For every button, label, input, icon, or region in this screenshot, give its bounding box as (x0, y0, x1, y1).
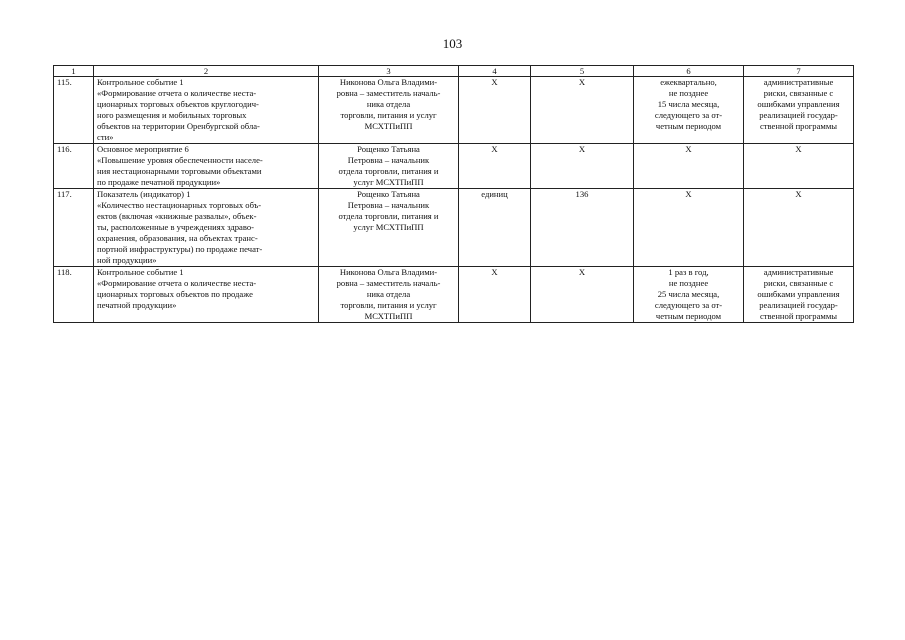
event-name-line: ного размещения и мобильных торговых (97, 110, 247, 120)
event-name-cell (94, 267, 319, 323)
period-line: 25 числа месяца, (657, 289, 720, 299)
column-number-row (54, 66, 854, 77)
responsible-cell (319, 144, 459, 189)
responsible-line: торговли, питания и услуг (340, 110, 437, 120)
row-number: 115. (54, 77, 94, 144)
period-line: следующего за от- (654, 110, 723, 120)
period-cell (634, 189, 744, 267)
event-name-cell (94, 144, 319, 189)
risks-cell (744, 189, 854, 267)
risks-cell (744, 267, 854, 323)
event-name-line: сти» (97, 132, 114, 142)
event-name-line: Показатель (индикатор) 1 (97, 189, 191, 199)
event-name-line: «Количество нестационарных торговых объ- (97, 200, 262, 210)
table-row (54, 189, 854, 267)
event-name-line: охранения, образования, на объектах транс- (97, 233, 258, 243)
period-line: не позднее (668, 278, 709, 288)
responsible-line: ровна – заместитель началь- (336, 278, 441, 288)
period-line: Х (685, 144, 692, 154)
responsible-line: Никонова Ольга Владими- (339, 77, 438, 87)
period-cell (634, 77, 744, 144)
event-name-line: ной продукции» (97, 255, 157, 265)
risks-line: реализацией государ- (759, 110, 838, 120)
event-name-cell (94, 189, 319, 267)
period-cell (634, 144, 744, 189)
row-number: 118. (54, 267, 94, 323)
column-header: 4 (459, 66, 531, 77)
risks-line: ошибками управления (757, 289, 840, 299)
responsible-line: Петровна – начальник (347, 200, 430, 210)
table-row (54, 267, 854, 323)
page-number: 103 (442, 36, 463, 51)
unit-cell: единиц (459, 189, 531, 267)
responsible-line: отдела торговли, питания и (338, 211, 439, 221)
risks-cell (744, 77, 854, 144)
responsible-line: торговли, питания и услуг (340, 300, 437, 310)
value-cell: 136 (531, 189, 634, 267)
responsible-line: МСХТПиПП (364, 121, 413, 131)
row-number: 117. (54, 189, 94, 267)
risks-line: ошибками управления (757, 99, 840, 109)
responsible-line: Рощенко Татьяна (357, 189, 420, 199)
column-header: 2 (94, 66, 319, 77)
risks-line: риски, связанные с (763, 88, 834, 98)
event-name-line: Основное мероприятие 6 (97, 144, 189, 154)
period-line: ежеквартально, (660, 77, 717, 87)
column-header: 7 (744, 66, 854, 77)
period-line: не позднее (668, 88, 709, 98)
event-name-line: «Формирование отчета о количестве неста- (97, 278, 257, 288)
event-name-line: ния нестационарными торговыми объектами (97, 166, 262, 176)
value-cell: Х (531, 267, 634, 323)
risks-cell (744, 144, 854, 189)
period-line: четным периодом (655, 121, 722, 131)
table-row (54, 144, 854, 189)
column-header: 5 (531, 66, 634, 77)
risks-line: Х (795, 189, 802, 199)
risks-line: административные (763, 77, 834, 87)
period-line: следующего за от- (654, 300, 723, 310)
event-name-line: «Формирование отчета о количестве неста- (97, 88, 257, 98)
period-line: 15 числа месяца, (657, 99, 720, 109)
responsible-line: МСХТПиПП (364, 311, 413, 321)
column-header: 1 (54, 66, 94, 77)
plan-table (53, 65, 854, 323)
responsible-line: ровна – заместитель началь- (336, 88, 441, 98)
event-name-line: ты, расположенные в учреждениях здраво- (97, 222, 255, 232)
risks-line: административные (763, 267, 834, 277)
responsible-line: Петровна – начальник (347, 155, 430, 165)
period-cell (634, 267, 744, 323)
event-name-line: ционарных торговых объектов круглогодич- (97, 99, 259, 109)
event-name-line: по продаже печатной продукции» (97, 177, 221, 187)
responsible-cell (319, 267, 459, 323)
value-cell: Х (531, 77, 634, 144)
unit-cell: Х (459, 77, 531, 144)
period-line: 1 раз в год, (668, 267, 709, 277)
unit-cell: Х (459, 144, 531, 189)
period-line: Х (685, 189, 692, 199)
value-cell: Х (531, 144, 634, 189)
event-name-line: ционарных торговых объектов по продаже (97, 289, 253, 299)
risks-line: ственной программы (759, 121, 838, 131)
responsible-line: Никонова Ольга Владими- (339, 267, 438, 277)
event-name-line: портной инфраструктуры) по продаже печат- (97, 244, 263, 254)
column-header: 3 (319, 66, 459, 77)
risks-line: ственной программы (759, 311, 838, 321)
responsible-line: ника отдела (366, 99, 411, 109)
risks-line: риски, связанные с (763, 278, 834, 288)
unit-cell: Х (459, 267, 531, 323)
responsible-line: услуг МСХТПиПП (353, 177, 424, 187)
event-name-line: объектов на территории Оренбургской обла- (97, 121, 260, 131)
event-name-cell (94, 77, 319, 144)
event-name-line: Контрольное событие 1 (97, 77, 184, 87)
responsible-line: Рощенко Татьяна (357, 144, 420, 154)
event-name-line: печатной продукции» (97, 300, 177, 310)
period-line: четным периодом (655, 311, 722, 321)
risks-line: реализацией государ- (759, 300, 838, 310)
risks-line: Х (795, 144, 802, 154)
responsible-cell (319, 77, 459, 144)
table-row (54, 77, 854, 144)
column-header: 6 (634, 66, 744, 77)
responsible-line: отдела торговли, питания и (338, 166, 439, 176)
row-number: 116. (54, 144, 94, 189)
event-name-line: Контрольное событие 1 (97, 267, 184, 277)
event-name-line: ектов (включая «книжные развалы», объек- (97, 211, 257, 221)
responsible-line: ника отдела (366, 289, 411, 299)
responsible-line: услуг МСХТПиПП (353, 222, 424, 232)
responsible-cell (319, 189, 459, 267)
event-name-line: «Повышение уровня обеспеченности населе- (97, 155, 263, 165)
